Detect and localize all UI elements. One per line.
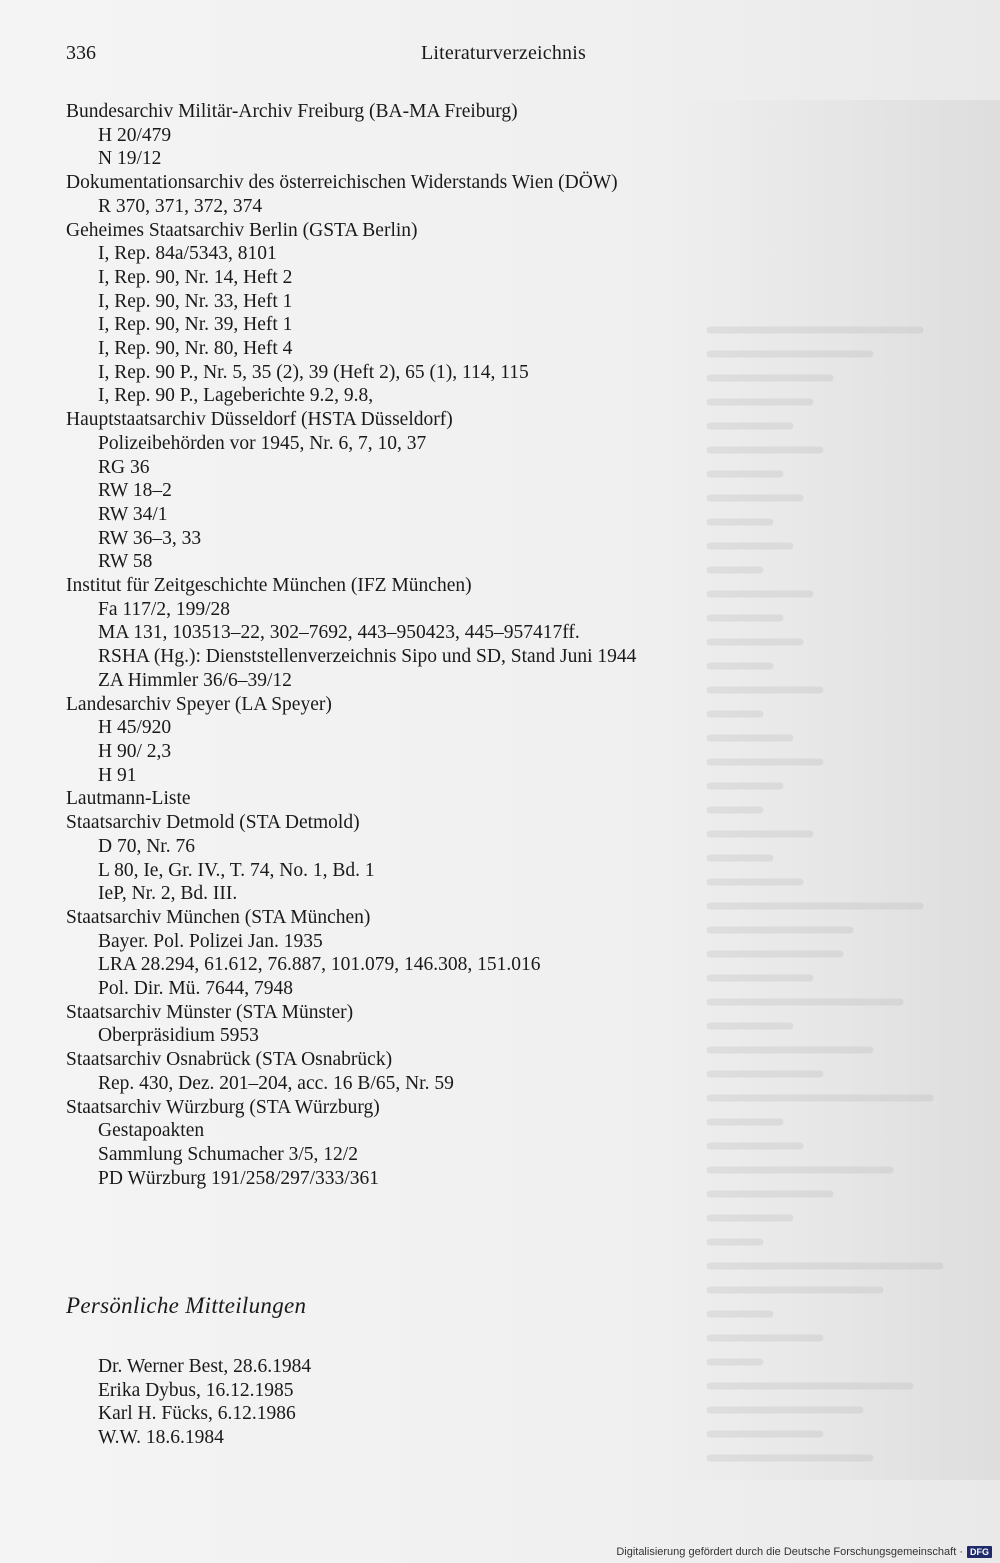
archive-holding: MA 131, 103513–22, 302–7692, 443–950423, 445–957417ff. xyxy=(98,622,580,644)
archive-holding: L 80, Ie, Gr. IV., T. 74, No. 1, Bd. 1 xyxy=(98,859,375,881)
archive-name: Staatsarchiv Würzburg (STA Würzburg) xyxy=(66,1096,380,1118)
archive-holding: Rep. 430, Dez. 201–204, acc. 16 B/65, Nr. 59 xyxy=(98,1072,454,1094)
archive-holding: LRA 28.294, 61.612, 76.887, 101.079, 146.308, 151.016 xyxy=(98,954,541,976)
archive-holding: RW 18–2 xyxy=(98,480,172,502)
archive-entry xyxy=(66,787,706,811)
archive-holding: R 370, 371, 372, 374 xyxy=(98,195,263,217)
archive-name: Geheimes Staatsarchiv Berlin (GSTA Berlin) xyxy=(66,219,418,241)
archive-entry xyxy=(66,1001,706,1048)
archive-holding: I, Rep. 90 P., Lageberichte 9.2, 9.8, xyxy=(98,385,374,407)
archive-holding: I, Rep. 90, Nr. 39, Heft 1 xyxy=(98,314,293,336)
footer-text: Digitalisierung gefördert durch die Deutsche Forschungsgemeinschaft · xyxy=(616,1546,963,1558)
archive-holding: Fa 117/2, 199/28 xyxy=(98,598,230,620)
archive-name: Staatsarchiv Münster (STA Münster) xyxy=(66,1001,354,1023)
archive-holding: ZA Himmler 36/6–39/12 xyxy=(98,669,292,691)
archive-holding: RG 36 xyxy=(98,456,150,478)
archive-holding: H 20/479 xyxy=(98,124,172,146)
archive-entry xyxy=(66,811,706,906)
archive-name: Institut für Zeitgeschichte München (IFZ München) xyxy=(66,575,472,597)
personal-communication-item: Karl H. Fücks, 6.12.1986 xyxy=(98,1403,296,1425)
archive-entry xyxy=(66,1096,706,1191)
archive-name: Bundesarchiv Militär-Archiv Freiburg (BA-MA Freiburg) xyxy=(66,101,518,122)
archive-entry xyxy=(66,906,706,1001)
dfg-logo: DFG xyxy=(967,1546,992,1558)
archive-holding: Sammlung Schumacher 3/5, 12/2 xyxy=(98,1143,358,1165)
archive-holding: I, Rep. 90, Nr. 14, Heft 2 xyxy=(98,266,293,288)
personal-communication-item: Dr. Werner Best, 28.6.1984 xyxy=(98,1356,312,1377)
archive-list xyxy=(66,100,706,1190)
archive-name: Lautmann-Liste xyxy=(66,788,191,810)
archive-entry xyxy=(66,219,706,409)
archive-holding: I, Rep. 84a/5343, 8101 xyxy=(98,243,277,265)
archive-holding: PD Würzburg 191/258/297/333/361 xyxy=(98,1167,379,1189)
personal-communications-list xyxy=(98,1355,311,1450)
personal-communication-item: W.W. 18.6.1984 xyxy=(98,1427,224,1449)
archive-holding: Oberpräsidium 5953 xyxy=(98,1025,259,1047)
section-title-personal: Persönliche Mitteilungen xyxy=(66,1293,307,1318)
archive-name: Staatsarchiv München (STA München) xyxy=(66,906,371,928)
bleed-through-shading xyxy=(670,100,1000,1480)
archive-name: Staatsarchiv Detmold (STA Detmold) xyxy=(66,812,360,834)
archive-holding: D 70, Nr. 76 xyxy=(98,835,195,857)
archive-entry xyxy=(66,100,706,171)
archive-holding: IeP, Nr. 2, Bd. III. xyxy=(98,883,238,905)
archive-holding: Pol. Dir. Mü. 7644, 7948 xyxy=(98,978,294,1000)
archive-holding: Polizeibehörden vor 1945, Nr. 6, 7, 10, 37 xyxy=(98,432,427,454)
archive-holding: RW 36–3, 33 xyxy=(98,527,202,549)
archive-holding: RSHA (Hg.): Dienststellenverzeichnis Sipo und SD, Stand Juni 1944 xyxy=(98,646,637,668)
personal-communication-item: Erika Dybus, 16.12.1985 xyxy=(98,1379,294,1401)
archive-name: Staatsarchiv Osnabrück (STA Osnabrück) xyxy=(66,1049,393,1071)
archive-entry xyxy=(66,171,706,218)
running-title: Literaturverzeichnis xyxy=(420,42,586,64)
page-header xyxy=(66,42,586,72)
archive-holding: I, Rep. 90 P., Nr. 5, 35 (2), 39 (Heft 2), 65 (1), 114, 115 xyxy=(98,361,529,383)
archive-holding: Bayer. Pol. Polizei Jan. 1935 xyxy=(98,930,323,952)
archive-holding: RW 34/1 xyxy=(98,503,168,525)
archive-holding: H 45/920 xyxy=(98,717,172,739)
page-number: 336 xyxy=(66,42,96,64)
archive-entry xyxy=(66,574,706,693)
archive-holding: Gestapoakten xyxy=(98,1120,205,1142)
archive-holding: H 91 xyxy=(98,764,137,786)
archive-entry xyxy=(66,1048,706,1095)
archive-entry xyxy=(66,408,706,574)
archive-name: Landesarchiv Speyer (LA Speyer) xyxy=(66,693,332,715)
archive-holding: I, Rep. 90, Nr. 80, Heft 4 xyxy=(98,338,293,360)
archive-holding: RW 58 xyxy=(98,551,153,573)
archive-holding: I, Rep. 90, Nr. 33, Heft 1 xyxy=(98,290,293,312)
archive-holding: N 19/12 xyxy=(98,148,162,170)
archive-entry xyxy=(66,693,706,788)
digitization-footer xyxy=(616,1543,992,1561)
archive-name: Hauptstaatsarchiv Düsseldorf (HSTA Düsseldorf) xyxy=(66,409,453,431)
archive-holding: H 90/ 2,3 xyxy=(98,740,172,762)
archive-name: Dokumentationsarchiv des österreichischen Widerstands Wien (DÖW) xyxy=(66,172,618,194)
